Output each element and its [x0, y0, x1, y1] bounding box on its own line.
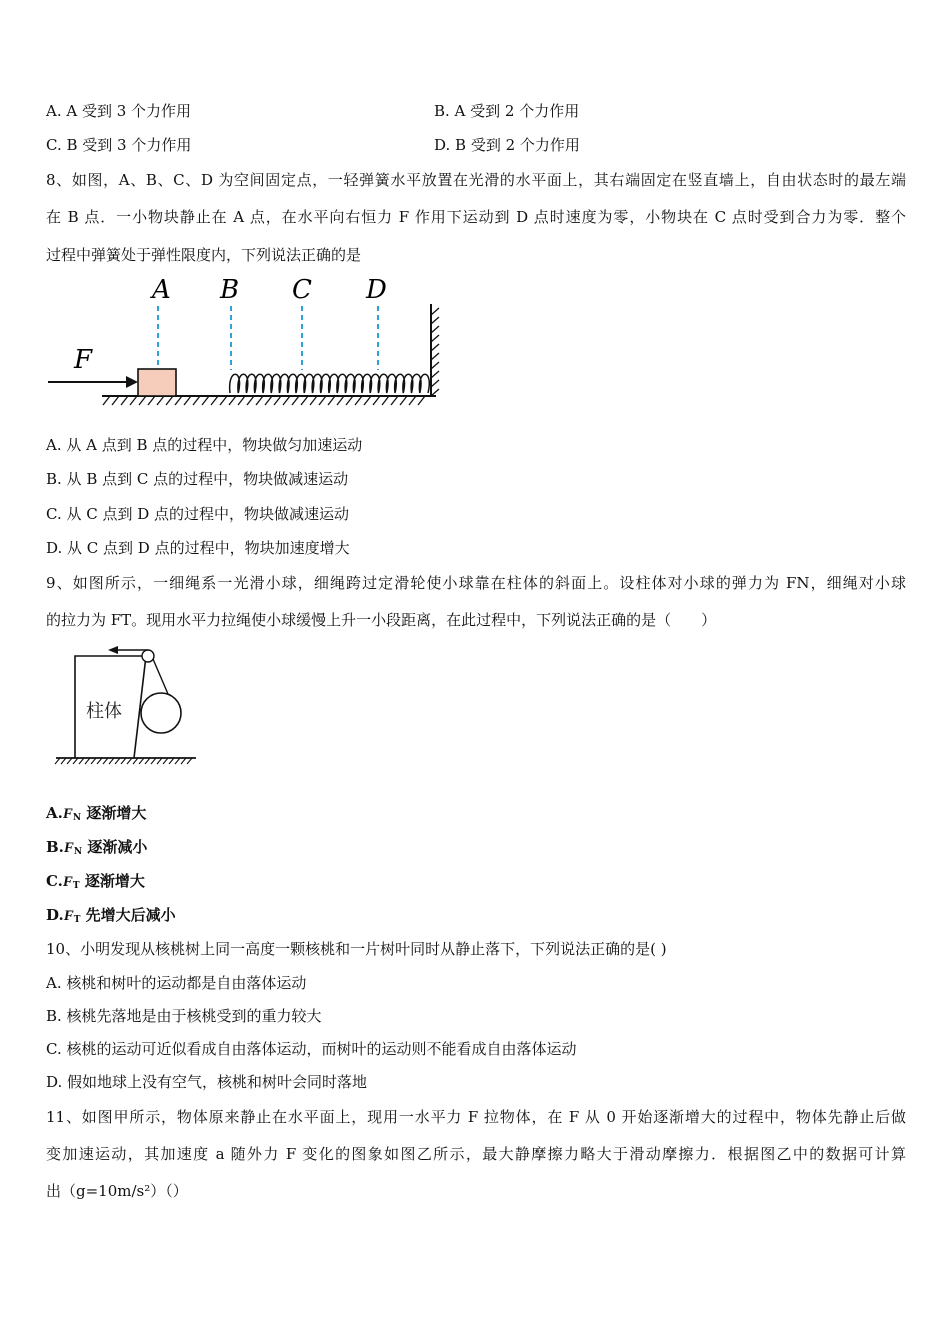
q7-option-c: C. B 受到 3 个力作用 — [46, 136, 192, 154]
q8-option-d: D. 从 C 点到 D 点的过程中，物块加速度增大 — [46, 539, 350, 557]
pulley — [142, 650, 154, 662]
point-label-d: D — [366, 275, 387, 305]
point-label-b: B — [220, 275, 240, 305]
rope-to-ball — [153, 659, 168, 694]
q9-option-d-text: 先增大后减小 — [85, 906, 176, 924]
position-dash-lines — [158, 306, 378, 370]
force-label-f: F — [74, 345, 93, 375]
q10-option-b: B. 核桃先落地是由于核桃受到的重力较大 — [46, 1007, 322, 1025]
pillar-label: 柱体 — [86, 701, 122, 722]
q9-option-c-full — [0, 871, 906, 891]
q9-option-c: $C.F_T$ 逐渐增大 — [46, 872, 145, 891]
ground-surface — [102, 396, 436, 405]
ball — [141, 693, 181, 733]
q9-option-a: $A.F_N$ 逐渐增大 — [46, 804, 147, 823]
q8-option-b: B. 从 B 点到 C 点的过程中，物块做减速运动 — [46, 470, 349, 488]
q9-option-b: $B.F_N$ 逐渐减小 — [46, 838, 148, 857]
q8-stem-line1: 8、如图，A、B、C、D 为空间固定点，一轻弹簧水平放置在光滑的水平面上，其右端固定在竖直墙上，自由状态时的最左端 — [46, 171, 906, 189]
spring-block-figure — [40, 272, 450, 412]
q8-stem-line2: 在 B 点．一小物块静止在 A 点，在水平向右恒力 F 作用下运动到 D 点时速度为零，小物块在 C 点时受到合力为零．整个 — [46, 208, 906, 226]
q11-stem-line2: 变加速运动，其加速度 a 随外力 F 变化的图象如图乙所示，最大静摩擦力略大于滑动摩擦力．根据图乙中的数据可计算 — [46, 1145, 906, 1163]
q9-option-d: $D.F_T$ 先增大后减小 — [46, 906, 176, 925]
q7-option-a: A. A 受到 3 个力作用 — [46, 102, 192, 120]
q9-option-d-full — [0, 905, 906, 925]
pull-arrow — [108, 646, 118, 654]
q11-stem-line1: 11、如图甲所示，物体原来静止在水平面上，现用一水平力 F 拉物体，在 F 从 0 开始逐渐增大的过程中，物体先静止后做 — [46, 1108, 906, 1126]
q10-option-a: A. 核桃和树叶的运动都是自由落体运动 — [46, 974, 307, 992]
q7-option-b: B. A 受到 2 个力作用 — [434, 102, 580, 120]
q9-stem-line1: 9、如图所示，一细绳系一光滑小球，细绳跨过定滑轮使小球靠在柱体的斜面上。设柱体对小球的弹力为 FN，细绳对小球 — [46, 574, 906, 592]
q9-option-b-text: 逐渐减小 — [87, 838, 148, 856]
q8-stem-line3: 过程中弹簧处于弹性限度内，下列说法正确的是 — [46, 246, 362, 264]
wall — [431, 304, 439, 396]
q8-option-a: A. 从 A 点到 B 点的过程中，物块做匀加速运动 — [46, 436, 363, 454]
q10-option-d: D. 假如地球上没有空气，核桃和树叶会同时落地 — [46, 1073, 368, 1091]
q8-option-c: C. 从 C 点到 D 点的过程中，物块做减速运动 — [46, 505, 350, 523]
q9-stem-line2: 的拉力为 FT。现用水平力拉绳使小球缓慢上升一小段距离，在此过程中，下列说法正确的是（ ） — [46, 611, 717, 629]
spring — [230, 374, 430, 393]
point-label-c: C — [292, 275, 312, 305]
q10-option-c: C. 核桃的运动可近似看成自由落体运动，而树叶的运动则不能看成自由落体运动 — [46, 1040, 577, 1058]
q7-option-d: D. B 受到 2 个力作用 — [434, 136, 580, 154]
q9-option-a-text: 逐渐增大 — [86, 804, 147, 822]
q10-stem: 10、小明发现从核桃树上同一高度一颗核桃和一片树叶同时从静止落下，下列说法正确的是( ) — [46, 940, 667, 958]
ground-hatch — [55, 758, 192, 764]
point-label-a: A — [152, 275, 171, 305]
force-arrow — [48, 376, 138, 388]
q9-option-b-full — [0, 837, 906, 857]
pillar-ball-figure — [50, 640, 210, 770]
q9-option-a-full — [0, 803, 906, 823]
q11-stem-line3: 出（g=10m/s²）（） — [46, 1182, 188, 1200]
block — [138, 369, 176, 396]
q9-option-c-text: 逐渐增大 — [84, 872, 145, 890]
